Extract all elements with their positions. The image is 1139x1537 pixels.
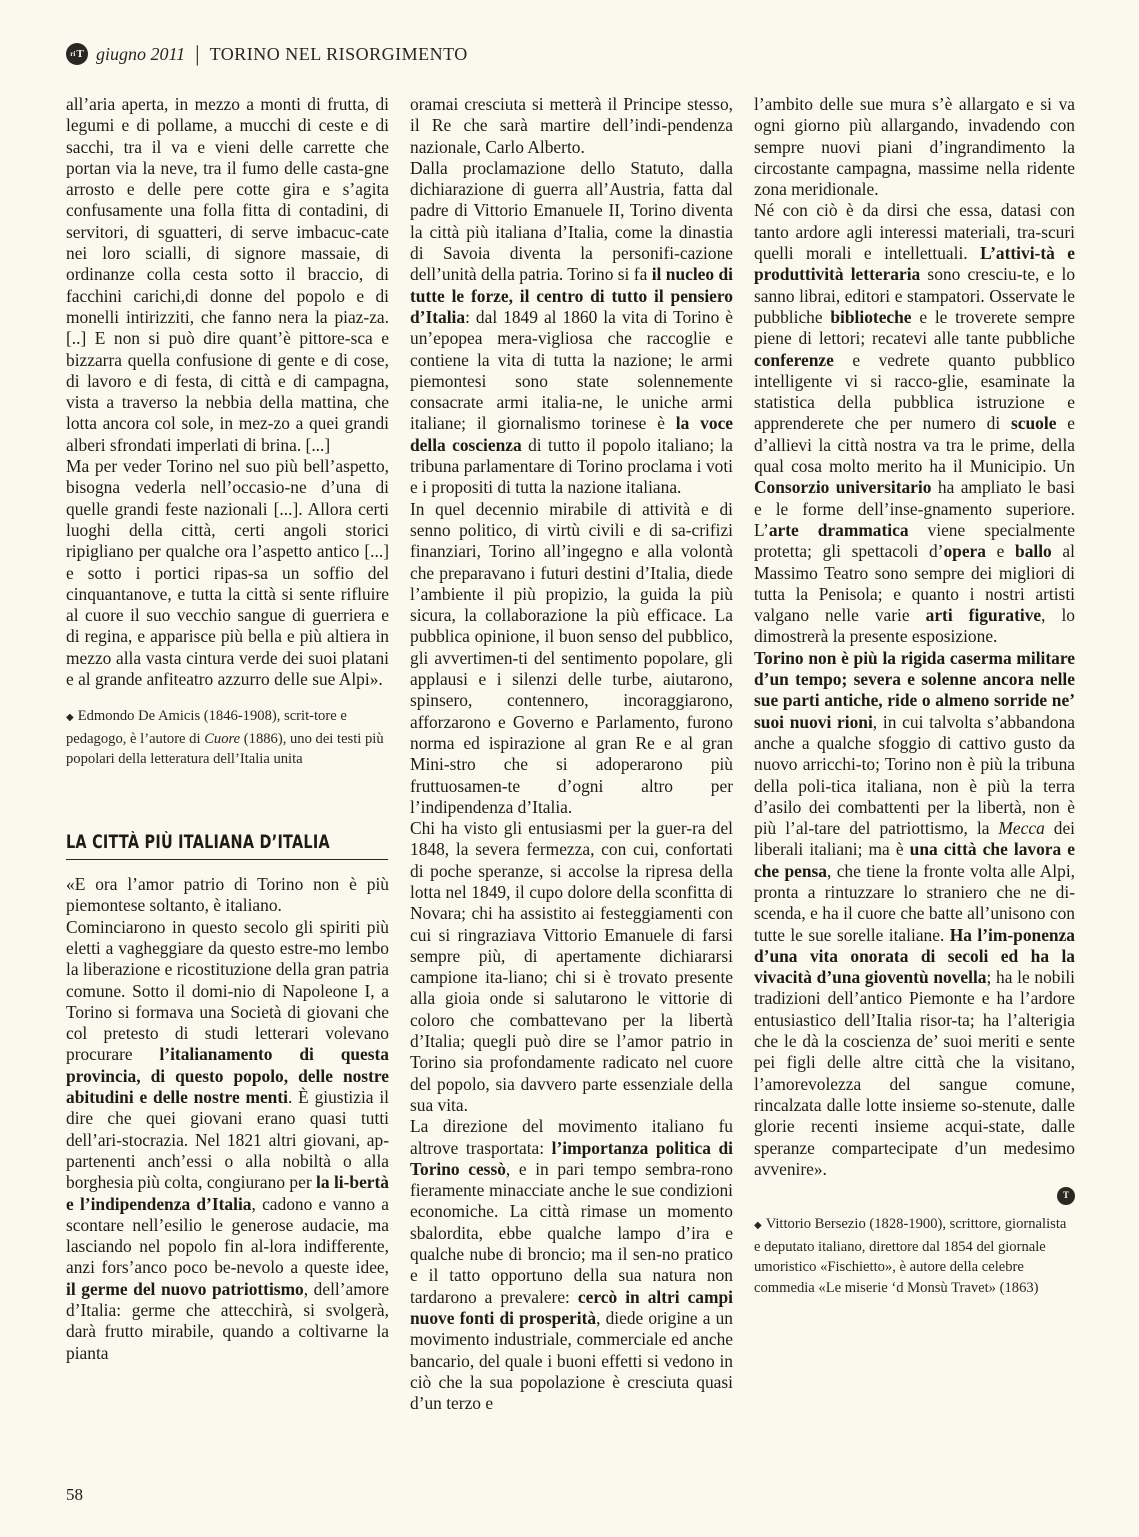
end-logo-icon: T <box>1057 1187 1075 1205</box>
paragraph: Torino non è più la rigida caserma militare d’un tempo; severa e solenne ancora nelle sue parti antiche, ride o almeno sorride ne’ suoi nuovi rioni, in cui talvolta s’abbandona anche a qualche sfoggio di cattivo gusto da nuovo arricchi-to; Torino non è più la tribuna della poli-tica italiana, non è più la terra d’asilo dei combattenti per la libertà, non è più l’al-tare del patriottismo, la Mecca dei liberali italiani; ma è una città che lavora e che pensa, che tiene la fronte volta alle Alpi, pronta a rintuzzare lo straniero che ne di-scenda, e ha il cuore che batte all’unisono con tutte le sue sorelle italiane. Ha l’im-ponenza d’una vita onorata di secoli ed ha la vivacità d’una gioventù novella; ha le nobili tradizioni dell’antico Piemonte e ha l’ardore entusiastico dell’Italia risor-ta; ha l’alterigia che le dà la coscienza de’ suoi meriti e sente pei figli delle altre città che la visitano, l’amorevolezza del sangue comune, rincalzata dalle lotte insieme so-stenute, dalle glorie recenti insieme acqui-state, dalle speranze compartecipate d’un medesimo avvenire». <box>754 647 1076 1179</box>
paragraph: «E ora l’amor patrio di Torino non è più piemontese soltanto, è italiano. <box>66 874 389 916</box>
paragraph: Dalla proclamazione dello Statuto, dalla dichiarazione di guerra all’Austria, fatta dal padre di Vittorio Emanuele II, Torino diventa la città più italiana d’Italia, come la dinastia di Savoia diventa la personifi-cazione dell’unità della patria. Torino si fa il nucleo di tutte le forze, il centro di tutto il pensiero d’Italia: dal 1849 al 1860 la vita di Torino è un’epopea mera-vigliosa che raccoglie e contiene la vita di tutta la nazione; le armi piemontesi sono state solennemente consacrate armi italia-ne, le uniche armi italiane; il giornalismo torinese è la voce della coscienza di tutto il popolo italiano; la tribuna parlamentare di Torino proclama i voti e i propositi di tutta la nazione italiana. <box>410 157 734 498</box>
section-title: LA CITTÀ PIÙ ITALIANA D’ITALIA <box>66 832 388 860</box>
diamond-icon: ◆ <box>754 1220 762 1232</box>
header-separator: | <box>195 41 200 66</box>
paragraph: oramai cresciuta si metterà il Principe stesso, il Re che sarà martire dell’indi-pendenza nazionale, Carlo Alberto. <box>410 94 733 157</box>
paragraph: Cominciarono in questo secolo gli spiriti più eletti a vagheggiare da questo estre-mo lembo la liberazione e ricostituzione della gran patria comune. Sotto il domi-nio di Napoleone I, a Torino si formava una Società di giovani che col pretesto di studi letterari volevano procurare l’italianamento di questa provincia, di questo popolo, delle nostre abitudini e delle nostre menti. È giustizia il dire che quei giovani erano quasi tutti dell’ari-stocrazia. Nel 1821 altri giovani, ap-partenenti anch’essi o alla nobiltà o alla borghesia più colta, congiurano per la li-bertà e l’indipendenza d’Italia, cadono e vanno a scontare nell’esilio le generose audacie, ma lasciando nel popolo fin al-lora indifferente, anzi fors’anco poco be-nevolo a queste idee, il germe del nuovo patriottismo, dell’amore d’Italia: germe che attecchirà, si svolgerà, darà frutto mirabile, quando a coltivarne la pianta <box>66 916 390 1363</box>
paragraph: Chi ha visto gli entusiasmi per la guer-ra del 1848, la severa fermezza, con cui, confortati di poche speranze, si accolse la ripresa della lotta nel 1849, il cupo dolore della sconfitta di Novara; chi ha assistito ai festeggiamenti con cui si ringraziava Vittorio Emanuele di farsi sempre più, di apertamente dichiararsi campione ita-liano; chi si è trovato presente alla gioia onde si salutarono le vittorie di coloro che combattevano per la libertà d’Italia; quegli può dire se l’amor patrio in Torino sia profondamente radicato nel cuore del popolo, sia davvero parte essenziale della sua vita. <box>410 818 733 1115</box>
column-1 <box>66 94 389 1364</box>
paragraph: all’aria aperta, in mezzo a monti di frutta, di legumi e di pollame, a mucchi di ceste e di sacchi, tra il va e vieni delle carrette che portan via la neve, tra il fumo delle casta-gne arrosto e delle pere cotte gira e s’agita confusamente una folla fitta di contadini, di servitori, di sguatteri, di serve imbacuc-cate nei loro scialli, di signore massaie, di ordinanze colla cesta sotto il braccio, di facchini carichi,di donne del popolo e di monelli intirizziti, che fanno nera la piaz-za. [..] E non si può dire quant’è pittore-sca e bizzarra quella confusione di gente e di cose, di lavoro e di festa, di città e di campagna, vista a traverso la nebbia della mattina, che lotta ancora col sole, in mez-zo a quei grandi alberi sfrondati imperlati di brina. [...] <box>66 94 389 455</box>
diamond-icon: ◆ <box>66 712 74 724</box>
section-header-title: TORINO NEL RISORGIMENTO <box>209 43 468 64</box>
paragraph: Né con ciò è da dirsi che essa, datasi con tanto ardore agli interessi materiali, tra-scuri quelli morali e intellettuali. L’attivi-tà e produttività letteraria sono cresciu-te, e lo sanno librai, editori e stampatori. Osservate le pubbliche biblioteche e le troverete sempre piene di lettori; recatevi alle tante pubbliche conferenze e vedrete quanto pubblico intelligente vi si racco-glie, esaminate la statistica della pubblica istruzione e apprenderete che per numero di scuole e d’allievi la città nostra va tra le prime, della qual cosa molto merito ha il Municipio. Un Consorzio universitario ha ampliato le basi e le forme dell’inse-gnamento superiore. L’arte drammatica viene specialmente protetta; gli spettacoli d’opera e ballo al Massimo Teatro sono sempre dei migliori di tutta la Penisola; e quanto i nostri artisti valgano nelle varie arti figurative, lo dimostrerà la presente esposizione. <box>754 200 1076 647</box>
paragraph: La direzione del movimento italiano fu altrove trasportata: l’importanza politica di Torino cessò, e in pari tempo sembra-rono fieramente minacciate anche le sue condizioni economiche. La città rimase un momento sbalordita, ebbe qualche lampo d’ira e qualche nube di broncio; ma il sen-no pratico e il tatto opportuno della sua natura non tardarono a prevalere: cercò in altri campi nuove fonti di prosperità, diede origine a un movimento industriale, commerciale ed anche bancario, del quale i buoni effetti si vedono in ciò che la sua popolazione è cresciuta quasi d’un terzo e <box>410 1116 733 1414</box>
page-number: 58 <box>66 1485 83 1504</box>
end-mark <box>754 1182 1075 1204</box>
paragraph: l’ambito delle sue mura s’è allargato e si va ogni giorno più allargando, invadendo con sempre nuovi piani d’ingrandimento la circostante campagna, massime nella ridente zona meridionale. <box>754 94 1075 200</box>
page-header <box>66 40 468 68</box>
column-2 <box>410 94 733 1414</box>
column-3 <box>754 94 1075 1298</box>
magazine-logo-icon: ri T <box>66 43 88 65</box>
paragraph: In quel decennio mirabile di attività e di senno politico, di virtù civili e di sa-crifizi finanziari, Torino all’ingegno e alla volontà che preparavano i futuri destini d’Italia, diede l’ambiente il più propizio, la guida la più sicura, la collaborazione la più efficace. La pubblica opinione, il buon senso del pubblico, gli avvertimen-ti del sentimento popolare, gli applausi e i silenzi delle turbe, aiutarono, spinsero, contennero, incoraggiarono, afforzarono e Governo e Parlamento, furono norma ed ispirazione al gran Re e al gran Mini-stro che si adoperarono più fruttuosamen-te d’ogni altro per l’indipendenza d’Italia. <box>410 498 733 817</box>
paragraph: Ma per veder Torino nel suo più bell’aspetto, bisogna vederla nell’occasio-ne d’una di quelle grandi feste nazionali [...]. Allora certi luoghi della città, certi angoli storici ripigliano per qualche ora l’aspetto antico [...] e sotto i portici ripas-sa un soffio del cinquantanove, e tutta la città si sente rifluire al cuore il suo vecchio sangue di guerriera e di regina, e apparisce più bella e più altiera in mezzo alla vasta cintura verde dei suoi platani e al grande anfiteatro azzurro delle sue Alpi». <box>66 456 389 690</box>
author-note: ◆ Vittorio Bersezio (1828-1900), scrittore, giornalista e deputato italiano, direttore dal 1854 del giornale umoristico «Fischietto», è autore della celebre commedia «Le miserie ‘d Monsù Travet» (1863) <box>754 1216 1067 1296</box>
author-note: ◆ Edmondo De Amicis (1846-1908), scrit-tore e pedagogo, è l’autore di Cuore (1886), uno dei testi più popolari della letteratura dell’Italia unita <box>66 708 384 768</box>
issue-date: giugno 2011 <box>96 43 186 64</box>
